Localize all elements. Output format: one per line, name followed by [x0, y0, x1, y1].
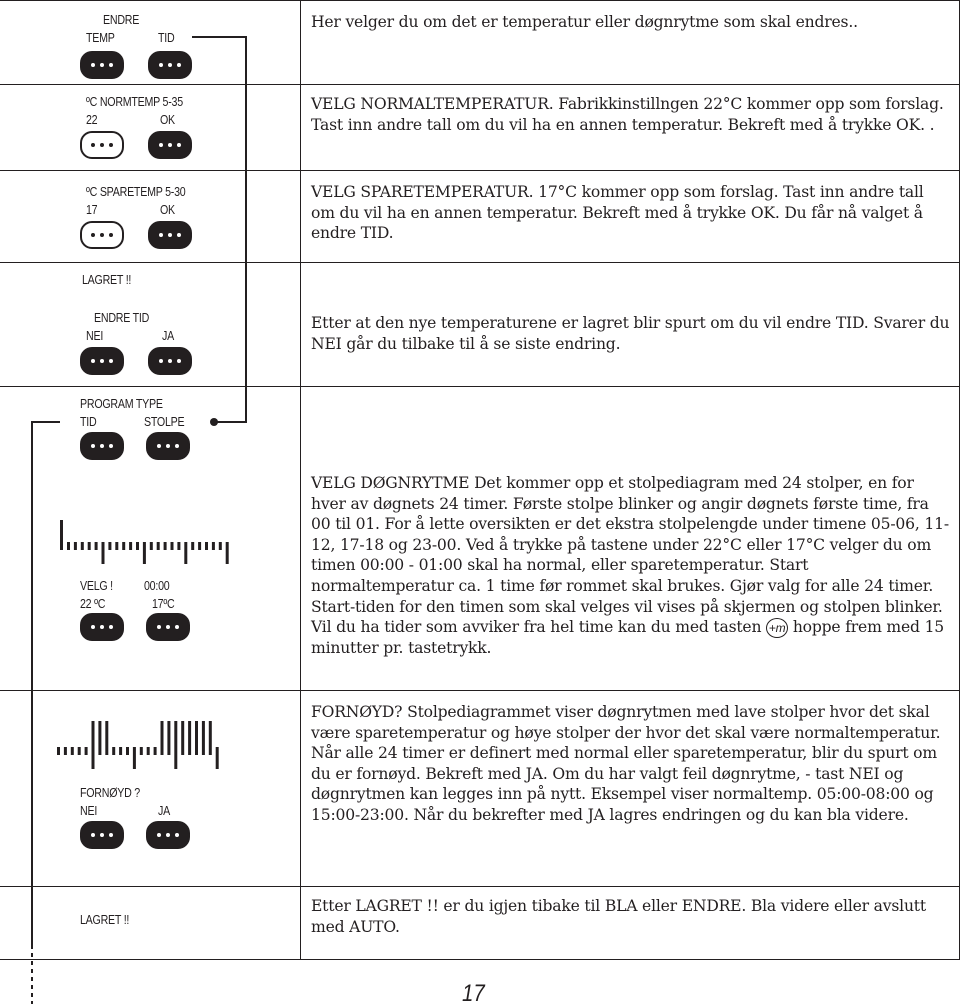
- display-label-right: TID: [158, 30, 175, 45]
- display-label-left: TID: [80, 414, 97, 429]
- display-label-right: STOLPE: [144, 414, 185, 429]
- saved-label: LAGRET !!: [80, 912, 130, 927]
- row-description: Her velger du om det er temperatur eller døgnrytme som skal endres..: [311, 13, 858, 31]
- display-line-1: FORNØYD ?: [80, 785, 140, 800]
- row-description: VELG SPARETEMPERATUR. 17°C kommer opp som forslag. Tast inn andre tall om du vil ha en annen temperatur. Bekreft med å trykke OK. Du får nå valget å endre TID.: [311, 183, 924, 243]
- row-description: VELG DØGNRYTME Det kommer opp et stolpediagram med 24 stolper, en for hver av døgnets 24 timer. Første stolpe blinker og angir døgnets første time, fra 00 til 01. For å lette oversikten er det ekstra stolpelengde under timene 05-06, 11-12, 17-18 og 23-00. Ved å trykke på tastene under 22°C eller 17°C velger du om timen 00:00 - 01:00 skal ha normal, eller sparetemperatur. Start normaltemperatur ca. 1 time før rommet skal brukes. Gjør valg for alle 24 timer. Start-tiden for den timen som skal velges vil vises på skjermen og stolpen blinker. Vil du ha tider som avviker fra hel time kan du med tasten +m hoppe frem med 15 minutter pr. tastetrykk.: [311, 474, 949, 658]
- saved-label: LAGRET !!: [82, 272, 132, 287]
- display-line-1: ºC SPARETEMP 5-30: [86, 184, 186, 199]
- display-label-right: 17ºC: [152, 596, 175, 611]
- display-line-1: ENDRE TID: [94, 310, 150, 325]
- display-line-1: PROGRAM TYPE: [80, 396, 163, 411]
- row-description: Etter LAGRET !! er du igjen tibake til BLA eller ENDRE. Bla videre eller avslutt med AUTO.: [311, 897, 926, 936]
- display-label-right: JA: [158, 803, 170, 818]
- display-label-left: NEI: [86, 328, 104, 343]
- plus-m-key-icon: +m: [766, 618, 788, 638]
- page-number: 17: [462, 980, 485, 1007]
- display-label-right: OK: [160, 202, 175, 217]
- display-label-left: 22 ºC: [80, 596, 106, 611]
- display-label-left: 17: [86, 202, 98, 217]
- row-description: Etter at den nye temperaturene er lagret blir spurt om du vil endre TID. Svarer du NEI går du tilbake til å se siste endring.: [311, 314, 950, 353]
- row-description: FORNØYD? Stolpediagrammet viser døgnrytmen med lave stolper hvor det skal være sparetemperatur og høye stolper der hvor det skal være normaltemperatur. Når alle 24 timer er definert med normal eller sparetemperatur, blir du spurt om du er fornøyd. Bekreft med JA. Om du har valgt feil døgnrytme, - tast NEI og døgnrytmen kan legges inn på nytt. Eksempel viser normaltemp. 05:00-08:00 og 15:00-23:00. Når du bekrefter med JA lagres endringen og du kan bla videre.: [311, 703, 941, 824]
- display-label-right: OK: [160, 112, 175, 127]
- display-label-right: JA: [162, 328, 174, 343]
- display-label-left: NEI: [80, 803, 98, 818]
- row-description: VELG NORMALTEMPERATUR. Fabrikkinstillngen 22°C kommer opp som forslag. Tast inn andre tall om du vil ha en annen temperatur. Bekreft med å trykke OK. .: [311, 95, 944, 134]
- display-line-1: ENDRE: [103, 12, 140, 27]
- display-label-left: TEMP: [86, 30, 115, 45]
- display-line-1: ºC NORMTEMP 5-35: [86, 94, 183, 109]
- display-clock: 00:00: [144, 578, 170, 593]
- display-label-left: VELG !: [80, 578, 113, 593]
- display-label-left: 22: [86, 112, 98, 127]
